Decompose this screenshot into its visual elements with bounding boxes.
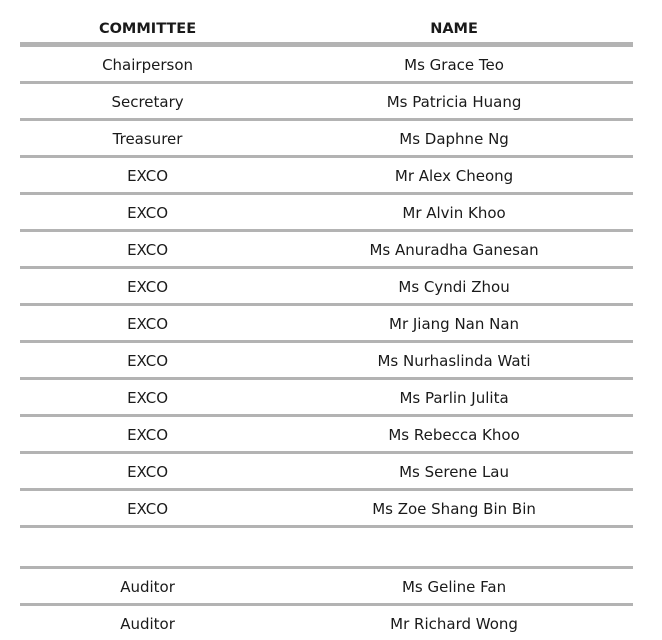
committee-role: Treasurer: [112, 129, 183, 148]
member-name: Ms Geline Fan: [401, 577, 507, 596]
member-name: Ms Grace Teo: [404, 55, 504, 74]
member-name: Ms Anuradha Ganesan: [369, 240, 539, 259]
committee-role: Chairperson: [102, 55, 194, 74]
member-name: Ms Daphne Ng: [399, 129, 509, 148]
member-name: Ms Serene Lau: [399, 462, 509, 481]
table-row: [20, 121, 633, 155]
table-row: [20, 84, 633, 118]
committee-role: EXCO: [127, 388, 169, 407]
header-name: NAME: [430, 21, 478, 37]
table-row: [20, 269, 633, 303]
committee-role: Auditor: [120, 614, 175, 633]
committee-role: EXCO: [127, 314, 169, 333]
table-row: [20, 569, 633, 603]
committee-role: EXCO: [127, 240, 169, 259]
table-row: [20, 232, 633, 266]
committee-role: EXCO: [127, 425, 169, 444]
committee-table: [20, 0, 633, 640]
table-row: [20, 158, 633, 192]
committee-role: EXCO: [127, 203, 169, 222]
table-row: [20, 343, 633, 377]
committee-role: Secretary: [111, 92, 184, 111]
table-row: [20, 380, 633, 414]
table-row: [20, 491, 633, 525]
table-row: [20, 195, 633, 229]
table-header: [20, 0, 633, 42]
member-name: Mr Alvin Khoo: [402, 203, 506, 222]
committee-role: EXCO: [127, 277, 169, 296]
table-row: [20, 417, 633, 451]
member-name: Ms Zoe Shang Bin Bin: [372, 499, 536, 518]
member-name: Ms Rebecca Khoo: [388, 425, 520, 444]
member-name: Mr Jiang Nan Nan: [389, 314, 520, 333]
member-name: Ms Nurhaslinda Wati: [377, 351, 531, 370]
table-row: [20, 306, 633, 340]
member-name: Ms Parlin Julita: [399, 388, 509, 407]
table-row: [20, 47, 633, 81]
member-name: Mr Richard Wong: [390, 614, 518, 633]
member-name: Mr Alex Cheong: [394, 166, 514, 185]
committee-role: EXCO: [127, 351, 169, 370]
table-row: [20, 454, 633, 488]
header-committee: COMMITTEE: [98, 21, 197, 37]
committee-role: EXCO: [127, 499, 169, 518]
committee-role: EXCO: [127, 166, 169, 185]
section-gap: [20, 528, 633, 566]
member-name: Ms Cyndi Zhou: [398, 277, 510, 296]
table-row: [20, 606, 633, 640]
committee-role: Auditor: [120, 577, 175, 596]
committee-role: EXCO: [127, 462, 169, 481]
member-name: Ms Patricia Huang: [386, 92, 522, 111]
